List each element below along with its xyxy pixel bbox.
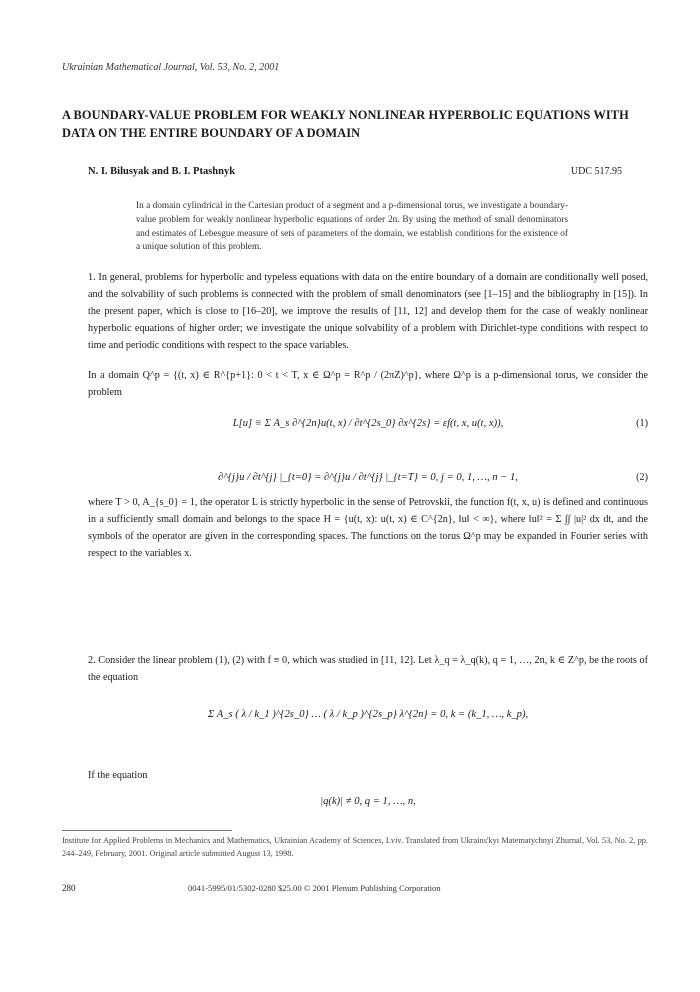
running-head: Ukrainian Mathematical Journal, Vol. 53, No. 2, 2001	[62, 62, 280, 73]
equation-1-expr: L[u] ≡ Σ A_s ∂^{2n}u(t, x) / ∂t^{2s_0} ∂x^{2s} = εf(t, x, u(t, x)),	[232, 418, 504, 429]
page-number: 280	[62, 883, 76, 893]
paper-title: A BOUNDARY-VALUE PROBLEM FOR WEAKLY NONLINEAR HYPERBOLIC EQUATIONS WITH DATA ON THE ENTIRE BOUNDARY OF A DOMAIN	[62, 108, 629, 140]
equation-2-number: (2)	[636, 472, 648, 483]
equation-1	[88, 418, 648, 448]
equation-condition-expr: |q(k)| ≠ 0, q = 1, …, n,	[320, 796, 416, 807]
paragraph-if: If the equation	[88, 770, 148, 781]
paragraph-section-2: 2. Consider the linear problem (1), (2) with f ≡ 0, which was studied in [11, 12]. Let λ_q = λ_q(k), q = 1, …, 2n, k ∈ Z^p, be the roots of the equation	[88, 655, 648, 683]
footnote-rule	[62, 830, 232, 831]
paragraph-intro: 1. In general, problems for hyperbolic and typeless equations with data on the entire boundary of a domain are conditionally well posed, and the solvability of such problems is connected with the problem of small denominators (see [1–15] and the bibliography in [15]). In the present paper, which is close to [16–20], we improve the results of [11, 12] and develop them for the case of weakly nonlinear hyperbolic equations of higher order; we investigate the unique solvability of a problem with Dirichlet-type conditions with respect to time and periodic conditions with respect to the space variables.	[88, 272, 648, 351]
equation-characteristic-expr: Σ A_s ( λ / k_1 )^{2s_0} … ( λ / k_p )^{2s_p} λ^{2n} = 0, k = (k_1, …, k_p),	[207, 709, 529, 720]
equation-condition	[88, 796, 648, 826]
equation-characteristic	[88, 709, 648, 739]
abstract: In a domain cylindrical in the Cartesian product of a segment and a p-dimensional torus, we investigate a boundary-value problem for weakly nonlinear hyperbolic equations of order 2n. By using the method of small denominators and estimates of Lebesgue measure of sets of parameters of the domain, we establish conditions for the existence of a unique solution of this problem.	[136, 201, 568, 253]
equation-2-expr: ∂^{j}u / ∂t^{j} |_{t=0} = ∂^{j}u / ∂t^{j} |_{t=T} = 0, j = 0, 1, …, n − 1,	[218, 472, 518, 483]
copyright-line: 0041-5995/01/5302-0280 $25.00 © 2001 Plenum Publishing Corporation	[188, 883, 441, 893]
udc-code: UDC 517.95	[570, 166, 622, 177]
authors: N. I. Bilusyak and B. I. Ptashnyk	[88, 166, 236, 177]
paragraph-conditions: where T > 0, A_{s_0} = 1, the operator L is strictly hyperbolic in the sense of Petrovskii, the function f(t, x, u) is defined and continuous in a sufficiently small domain and belongs to the space H = {u(t, x): u(t, x) ∈ C^{2n}, ‖u‖ < ∞}, where ‖u‖² = Σ ∫∫ |u|² dx dt, and the symbols of the operator are given in the corresponding spaces. The functions on the torus Ω^p may be expanded in Fourier series with respect to the variables x.	[88, 497, 648, 559]
paragraph-domain: In a domain Q^p = {(t, x) ∈ R^{p+1}: 0 < t < T, x ∈ Ω^p = R^p / (2πZ)^p}, where Ω^p is a p-dimensional torus, we consider the problem	[88, 370, 648, 398]
equation-1-number: (1)	[636, 418, 648, 429]
footnote: Institute for Applied Problems in Mechanics and Mathematics, Ukrainian Academy of Sciences, Lviv. Translated from Ukrains'kyi Matematychnyi Zhurnal, Vol. 53, No. 2, pp. 244–249, February, 2001. Original article submitted August 13, 1998.	[62, 836, 648, 858]
